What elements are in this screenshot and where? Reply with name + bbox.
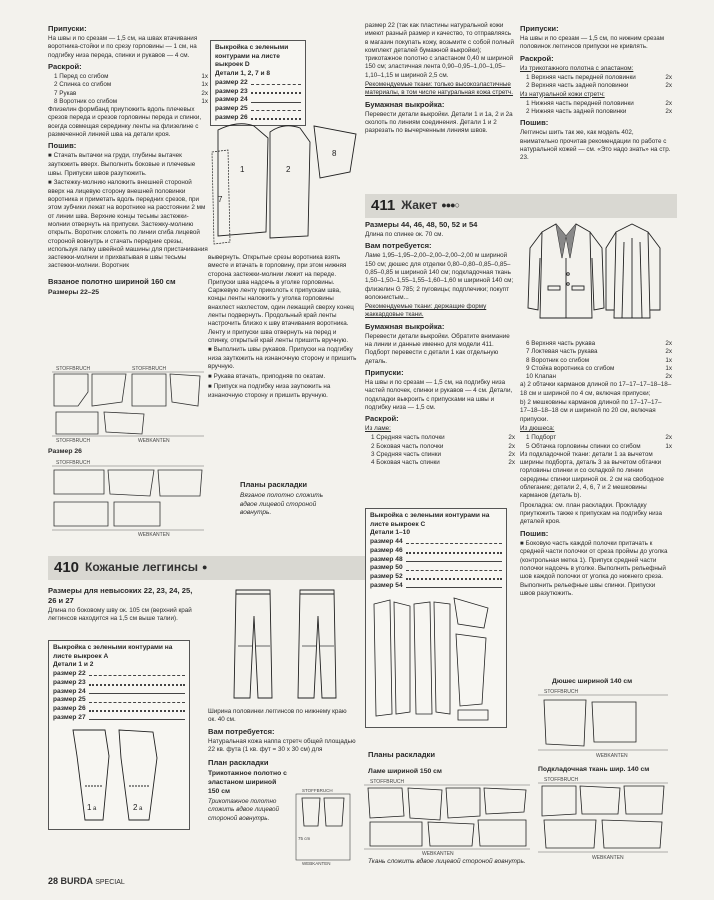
svg-text:1: 1 <box>240 165 245 174</box>
pattern-sizes-box-c <box>365 508 507 728</box>
lame-heading: Ламе шириной 150 см <box>368 768 442 775</box>
size-line-23: размер 23 <box>215 88 301 97</box>
pripuski-text: На швы и по срезам — 1,5 см, на швах втачивания воротника-стойки и по срезу горловины — 1 см, на подгибку низа переда, спинки и рукавов — 4 см. <box>48 35 198 59</box>
section-411-body <box>365 218 515 468</box>
leggings-plan-fabric: Трикотажное полотно с эластаном шириной 150 см <box>208 770 287 796</box>
stoffbruch-label: STOFFBRUCH <box>56 460 91 466</box>
brand-name: BURDA <box>60 876 93 886</box>
pattern-pieces-diagram <box>208 112 368 252</box>
section-410-header <box>48 556 365 580</box>
pripuski-text-2: На швы и по срезам — 1,5 см, по нижним срезам половинок леггинсов припуски не кривлять. <box>520 35 665 51</box>
materials-text: размер 22 (так как пластины натуральной кожи имеют разный размер и качество, то отправляясь в магазин покупать кожу, возьмите с собой полный комплект деталей бумажной выкройки); трикотажное полотно с эластаном 0,40 м шириной 150 см; эластичная лента 0,90–0,95–1,00–1,05–1,10–1,15 м шириной 2,5 см. <box>365 22 515 79</box>
jacket-need-text: Ламе 1,95–1,95–2,00–2,00–2,00–2,00 м шириной 150 см; дюшес для отделки 0,80–0,80–0,85–0,85–0,85–0,85 м шириной 140 см; подкладочная ткань 1,50–1,50–1,55–1,55–1,60–1,60 м шириной 140 см; флизелин G 785; 2 пуговицы; подплечики; покупт волокнистым... <box>365 252 514 301</box>
page-number: 28 <box>48 876 59 886</box>
list-item: 2 Боковая часть полочки 2х <box>371 442 515 450</box>
list-item: 1 Верхняя часть передней половинки 2х <box>526 73 672 81</box>
interfacing-text: Прокладка: см. план раскладки. Прокладку приутюжить также к припускам на подгибку низа деталей кроя. <box>520 501 663 526</box>
leggings-need-text: Натуральная кожа наппа стретч общей площадью 22 кв. фута (1 кв. фут = 30 х 30 см) для <box>208 737 356 753</box>
size-line-26: размер 26 <box>215 114 301 123</box>
difficulty-dots: ●●●○ <box>441 199 460 210</box>
section-410-body <box>48 584 198 625</box>
svg-text:8: 8 <box>332 149 337 158</box>
svg-text:75 cm: 75 cm <box>298 836 311 841</box>
jacket-recommended: Рекомендуемые ткани: держащие форму жаккардовые ткани. <box>365 303 487 319</box>
knit-heading: Вязаное полотно шириной 160 см <box>48 276 176 286</box>
sleeve-step-1: ■ Выполнить швы рукавов. Припуски на подгибку низа заутюжить на изнаночную сторону и пришить вручную. <box>208 346 358 372</box>
list-item: 1 Нижняя часть передней половинки 2х <box>526 99 672 107</box>
knit-layout-diagram-2 <box>48 456 208 536</box>
knit-layout-diagram-1 <box>48 362 208 442</box>
pocket-bags-text: b) 2 мешковины карманов длиной по 17–17–17–17–18–18–18 см и шириной по 20 см, включая припуски. <box>520 399 662 423</box>
lining-layout-diagram <box>536 774 670 860</box>
webkanten-label: WEBKANTEN <box>422 851 454 856</box>
pattern-sheet-title: Выкройка с зелеными контурами на листе выкроек С <box>370 512 490 528</box>
leggings-sizes: Размеры для невысоких 22, 23, 24, 25, 26 и 27 <box>48 586 193 606</box>
leggings-need-heading: Вам потребуется: <box>208 726 275 736</box>
size-line: размер 48 <box>370 556 502 565</box>
raskroy-list <box>48 73 208 106</box>
jacket-sizes: Размеры 44, 46, 48, 50, 52 и 54 <box>365 220 478 229</box>
lining-heading: Подкладочная ткань шир. 140 см <box>538 766 650 773</box>
list-item: 1 Перед со сгибом 1х <box>54 72 208 80</box>
stoffbruch-label: STOFFBRUCH <box>302 788 333 793</box>
list-item: 1 Подборт 2х <box>526 434 672 442</box>
difficulty-dots: ● <box>202 561 207 572</box>
section-411-header <box>365 194 677 218</box>
raskroy-sub-2: Из натуральной кожи стретч: <box>520 90 605 98</box>
poshiv-para-2: ■ Застежку-молнию наложить внешней стороной вверх на лицевую сторону внешней половинки воротника и приметать вдоль передних срезов, при этом зубчики лежат на воротнике на расстоянии 2 мм от линии шва. Верхние концы тесьмы застежки-молнии отвернуть на припуски. Застежку-молнию открыть. Воротник сложить по линии сгиба лицевой стороной вовнутрь и стачать передние срезы, используя лапку швейной машины для пристачивания застежки-молнии и прихватывая в швы тесьмы застежки-молнии. Воротник <box>48 179 208 271</box>
raskroy-heading: Раскрой: <box>48 61 82 71</box>
list-item: 5 Обтачка горловины спинки со сгибом 1х <box>526 442 672 450</box>
webkanten-label: WEBKANTEN <box>302 861 331 866</box>
jacket-pattern-heading: Бумажная выкройка: <box>365 321 445 331</box>
model-title: Жакет <box>401 197 438 212</box>
pattern-sheet-title: Выкройка с зелеными контурами на листе выкроек А <box>53 644 173 660</box>
jacket-layouts-heading: Планы раскладки <box>368 750 436 759</box>
jacket-sewing-text: ■ Боковую часть каждой полочки притачать к средней части полочки от среза проймы до уголка (контрольная метка 1). Припуск средней части полочки надсечь в уголке. Выполнить рельефный шов каждой полочки от уголка до нижнего среза. Выполнить рельефные швы спинки. Припуски швов разутюжить. <box>520 540 672 599</box>
leggings-plan-heading: План раскладки <box>208 758 269 768</box>
list-item: 8 Воротник со сгибом 1х <box>526 356 672 364</box>
duchess-sub: Из дюшеса: <box>520 424 555 432</box>
lame-layout-diagram <box>362 776 532 856</box>
column-3-top <box>365 22 515 137</box>
list-item: 2 Верхняя часть задней половинки 2х <box>526 82 672 90</box>
poshiv-text-2: Леггинсы шить так же, как модель 402, внимательно прочитав рекомендации по работе с натуральной кожей — см. «Это надо знать» на стр. 23. <box>520 129 671 162</box>
size-line-24: размер 24 <box>215 96 301 105</box>
raskroy-sub-1: Из трикотажного полотна с эластаном: <box>520 64 634 72</box>
list-item: 6 Верхняя часть рукава 2х <box>526 340 672 347</box>
jacket-allowances-heading: Припуски: <box>365 367 404 377</box>
svg-text:2: 2 <box>133 803 138 813</box>
jacket-illustration <box>520 218 670 336</box>
jacket-cutting-sub: Из ламе: <box>365 425 391 433</box>
knit-sizes-2: Размер 26 <box>48 448 82 455</box>
svg-text:1: 1 <box>87 803 92 813</box>
jacket-need-heading: Вам потребуется: <box>365 241 432 251</box>
pocket-facings-text: a) 2 обтачки карманов длиной по 17–17–17–18–18–18 см и шириной по 4 см, включая припуски; <box>520 381 672 397</box>
layouts-heading: Планы раскладки <box>240 480 308 489</box>
sleeve-step-2: ■ Рукава втачать, приподняв по окатам. <box>208 373 358 382</box>
leggings-width-note: Ширина половинки леггинсов по нижнему краю ок. 40 см. <box>208 708 347 724</box>
svg-text:2: 2 <box>286 165 291 174</box>
stoffbruch-label: STOFFBRUCH <box>370 779 405 785</box>
column-1 <box>48 22 208 299</box>
stoffbruch-label: STOFFBRUCH <box>544 689 579 695</box>
pattern-sheet-title: Выкройка с зелеными контурами на листе выкроек D <box>215 44 289 69</box>
model-number: 411 <box>371 197 396 214</box>
paper-pattern-text: Перевести детали выкройки. Детали 1 и 1а, 2 и 2а сколоть по линиям соединения. Детали 1 и 2 разрезать по вычерченным линиям швов. <box>365 110 513 135</box>
svg-text:7: 7 <box>218 195 223 204</box>
stoffbruch-label: STOFFBRUCH <box>544 777 579 783</box>
size-line: размер 46 <box>370 547 502 556</box>
leggings-length: Длина по боковому шву ок. 105 см (верхний край леггинсов находится на 1,5 см выше талии). <box>48 607 192 623</box>
list-item: 3 Средняя часть спинки 2х <box>371 451 515 459</box>
pattern-sizes-box-a <box>48 640 190 830</box>
layouts-note: Вязаное полотно сложить вдвое лицевой стороной вовнутрь. <box>240 492 324 517</box>
size-line: размер 50 <box>370 564 502 573</box>
model-number: 410 <box>54 559 80 576</box>
size-line: размер 26 <box>53 705 185 714</box>
svg-text:a: a <box>139 806 143 813</box>
lining-text: Из подкладочной ткани: детали 1 за вычетом ширины подборта, деталь 3 за вычетом обтачки горловины спинки и со складкой по линии середины спинки шириной ок. 2 см на свободное облегание; детали 2, 4, 6, 7 и 2 мешковины карманов (деталь b). <box>520 450 664 500</box>
list-item: 7 Рукав 2х <box>54 89 208 97</box>
brand-special: SPECIAL <box>95 879 125 886</box>
jacket-cutting-heading: Раскрой: <box>365 414 399 424</box>
leggings-layout-diagram <box>292 786 354 866</box>
duchess-heading: Дюшес шириной 140 см <box>552 678 633 685</box>
paper-pattern-heading: Бумажная выкройка: <box>365 99 445 109</box>
jacket-allowances-text: На швы и по срезам — 1,5 см, на подгибку низа частей полочек, спинки и рукавов — 4 см. Детали, подкладки выкроить с припусками на швы и подгибку низа — 1,5 см. <box>365 378 513 411</box>
pripuski-heading-2: Припуски: <box>520 24 559 33</box>
poshiv-heading: Пошив: <box>48 141 77 151</box>
list-item: 8 Воротник со сгибом 1х <box>54 97 208 105</box>
webkanten-label: WEBKANTEN <box>138 438 170 442</box>
list-item: 7 Локтевая часть рукава 2х <box>526 348 672 356</box>
raskroy-text: Флизелин формбанд приутюжить вдоль плечевых срезов переда и срезов горловины переда и спинки, всегда совмещая серединку ленты на флизелине с размеченной линией шва на детали кроя. <box>48 106 202 138</box>
list-item: 4 Боковая часть спинки 2х <box>371 459 515 467</box>
size-line: размер 44 <box>370 538 502 547</box>
size-line: размер 24 <box>53 688 185 697</box>
duchess-layout-diagram <box>536 686 670 758</box>
list-item: 9 Стойка воротника со сгибом 1х <box>526 364 672 372</box>
size-line: размер 52 <box>370 573 502 582</box>
list-item: 10 Клапан 2х <box>526 373 672 381</box>
column-4-top <box>520 22 672 164</box>
size-line: размер 54 <box>370 582 502 591</box>
jacket-pattern-text: Перевести детали выкройки. Обратите внимание на линии и данные именно для модели 411. Подборт перевести с детали 1 как отдельную деталь. <box>365 332 510 365</box>
knit-sizes-1: Размеры 22–25 <box>48 288 100 296</box>
column-4-bottom <box>520 340 672 599</box>
jacket-sewing-heading: Пошив: <box>520 528 549 538</box>
webkanten-label: WEBKANTEN <box>138 532 170 536</box>
stoffbruch-label: STOFFBRUCH <box>56 438 91 442</box>
column-2 <box>208 254 358 401</box>
svg-text:a: a <box>93 806 97 813</box>
leggings-pattern-pieces <box>53 726 177 826</box>
pattern-details: Детали 1–10 <box>370 529 410 537</box>
jacket-length: Длина по спинке ок. 70 см. <box>365 231 444 239</box>
leggings-illustration <box>210 586 360 706</box>
size-line: размер 23 <box>53 679 185 688</box>
list-item: 2 Спинка со сгибом 1х <box>54 81 208 89</box>
col2-text: вывернуть. Открытые срезы воротника взять вместе и втачать в горловину, при этом нижняя сторона застежки-молнии лежит на переде. Припуски шва надсечь в уголке горловины. Саржевую ленту приколоть к припускам шва, концы ленты наложить у уголка горловины внахлест нахлестом, один лежащий сверху конец ленты подвернуть. Продольный край ленты настрочить близко к шву втачивания воротника. Ленту и припуски шва отвернуть на перед и спинку, открытый край ленты пришить вручную. <box>208 254 354 344</box>
stoffbruch-label: STOFFBRUCH <box>132 366 167 372</box>
hem-step: ■ Припуск на подгибку низа заутюжить на изнаночную сторону и пришить вручную. <box>208 383 358 400</box>
jacket-pattern-pieces <box>370 594 494 724</box>
pripuski-heading: Припуски: <box>48 24 87 33</box>
list-item: 2 Нижняя часть задней половинки 2х <box>526 108 672 116</box>
poshiv-para-1: ■ Стачать вытачки на груди, глубины вытачек заутюжить вверх. Выполнить боковые и плечевые швы. Припуски швов разутюжить. <box>48 152 208 178</box>
size-line: размер 27 <box>53 714 185 723</box>
size-line: размер 25 <box>53 696 185 705</box>
poshiv-heading-2: Пошив: <box>520 118 549 128</box>
size-line-22: размер 22 <box>215 79 301 88</box>
leggings-plan-note: Трикотажное полотно сложить вдвое лицевой стороной вовнутрь. <box>208 798 280 822</box>
page-footer <box>48 876 125 888</box>
model-title: Кожаные леггинсы <box>85 559 199 574</box>
recommended-fabrics: Рекомендуемые ткани: только высокоэластичные материалы, в том числе натуральная кожа стретч. <box>365 81 514 97</box>
pattern-details: Детали 1, 2, 7 и 8 <box>215 70 271 78</box>
webkanten-label: WEBKANTEN <box>592 855 624 860</box>
lame-note: Ткань сложить вдвое лицевой стороной вовнутрь. <box>368 858 526 865</box>
list-item: 1 Средняя часть полочки 2х <box>371 434 515 442</box>
size-line: размер 22 <box>53 670 185 679</box>
pattern-details: Детали 1 и 2 <box>53 661 94 669</box>
raskroy-heading-2: Раскрой: <box>520 53 554 63</box>
webkanten-label: WEBKANTEN <box>596 753 628 758</box>
stoffbruch-label: STOFFBRUCH <box>56 366 91 372</box>
size-line-25: размер 25 <box>215 105 301 114</box>
